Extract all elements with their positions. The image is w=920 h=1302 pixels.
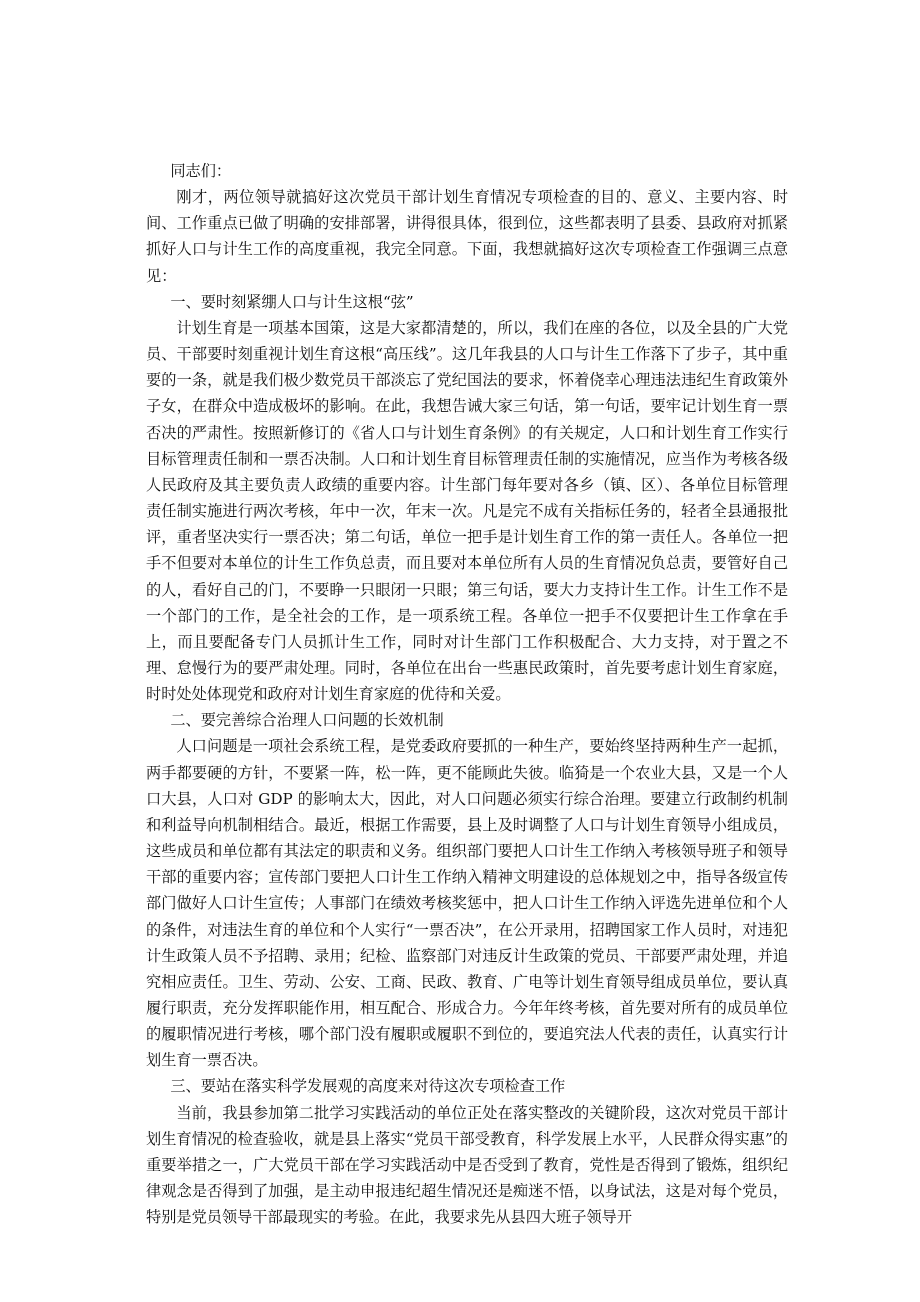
section-1-body: 计划生育是一项基本国策，这是大家都清楚的，所以，我们在座的各位，以及全县的广大党员、干部要时刻重视计划生育这根“高压线”。这几年我县的人口与计生工作落下了步子，其中重要的一条，就是我们极少数党员干部淡忘了党纪国法的要求，怀着侥幸心理违法违纪生育政策外子女，在群众中造成极坏的影响。在此，我想告诫大家三句话，第一句话，要牢记计划生育一票否决的严肃性。按照新修订的《省人口与计划生育条例》的有关规定，人口和计划生育工作实行目标管理责任制和一票否决制。人口和计划生育目标管理责任制的实施情况，应当作为考核各级人民政府及其主要负责人政绩的重要内容。计生部门每年要对各乡（镇、区）、各单位目标管理责任制实施进行两次考核，年中一次，年末一次。凡是完不成有关指标任务的，轻者全县通报批评，重者坚决实行一票否决；第二句话，单位一把手是计划生育工作的第一责任人。各单位一把手不但要对本单位的计生工作负总责，而且要对本单位所有人员的生育情况负总责，要管好自己的人，看好自己的门，不要睁一只眼闭一只眼；第三句话，要大力支持计生工作。计生工作不是一个部门的工作，是全社会的工作，是一项系统工程。各单位一把手不仅要把计生工作拿在手上，而且要配备专门人员抓计生工作，同时对计生部门工作积极配合、大力支持，对于置之不理、怠慢行为的要严肃处理。同时，各单位在出台一些惠民政策时，首先要考虑计划生育家庭，时时处处体现党和政府对计划生育家庭的优待和关爱。 xyxy=(146,318,788,704)
document-page xyxy=(146,158,788,1230)
intro-paragraph: 刚才，两位领导就搞好这次党员干部计划生育情况专项检查的目的、意义、主要内容、时间、工作重点已做了明确的安排部署，讲得很具体，很到位，这些都表明了县委、县政府对抓紧抓好人口与计生工作的高度重视，我完全同意。下面，我想就搞好这次专项检查工作强调三点意见： xyxy=(146,188,788,285)
section-1-heading: 一、要时刻紧绷人口与计生这根“弦” xyxy=(170,292,414,311)
section-3-heading: 三、要站在落实科学发展观的高度来对待这次专项检查工作 xyxy=(170,1077,566,1096)
section-2-heading: 二、要完善综合治理人口问题的长效机制 xyxy=(170,711,444,730)
salutation: 同志们： xyxy=(170,162,232,180)
section-2-body: 人口问题是一项社会系统工程，是党委政府要抓的一种生产，要始终坚持两种生产一起抓，两手都要硬的方针，不要紧一阵，松一阵，更不能顾此失彼。临猗是一个农业大县，又是一个人口大县，人口对 GDP 的影响太大，因此，对人口问题必须实行综合治理。要建立行政制约机制和利益导向机制相结合。最近，根据工作需要，县上及时调整了人口与计划生育领导小组成员，这些成员和单位都有其法定的职责和义务。组织部门要把人口计生工作纳入考核领导班子和领导干部的重要内容；宣传部门要把人口计生工作纳入精神文明建设的总体规划之中，指导各级宣传部门做好人口计生宣传；人事部门在绩效考核奖惩中，把人口计生工作纳入评选先进单位和个人的条件，对违法生育的单位和个人实行“一票否决”，在公开录用，招聘国家工作人员时，对违犯计生政策人员不予招聘、录用；纪检、监察部门对违反计生政策的党员、干部要严肃处理，并追究相应责任。卫生、劳动、公安、工商、民政、教育、广电等计划生育领导组成员单位，要认真履行职责，充分发挥职能作用，相互配合、形成合力。今年年终考核，首先要对所有的成员单位的履职情况进行考核，哪个部门没有履职或履职不到位的，要追究法人代表的责任，认真实行计划生育一票否决。 xyxy=(146,737,788,1070)
section-3-body: 当前，我县参加第二批学习实践活动的单位正处在落实整改的关键阶段，这次对党员干部计划生育情况的检查验收，就是县上落实“党员干部受教育，科学发展上水平，人民群众得实惠”的重要举措之一，广大党员干部在学习实践活动中是否受到了教育，党性是否得到了锻炼，组织纪律观念是否得到了加强，是主动申报违纪超生情况还是痴迷不悟，以身试法，这是对每个党员，特别是党员领导干部最现实的考验。在此，我要求先从县四大班子领导开 xyxy=(146,1103,788,1227)
